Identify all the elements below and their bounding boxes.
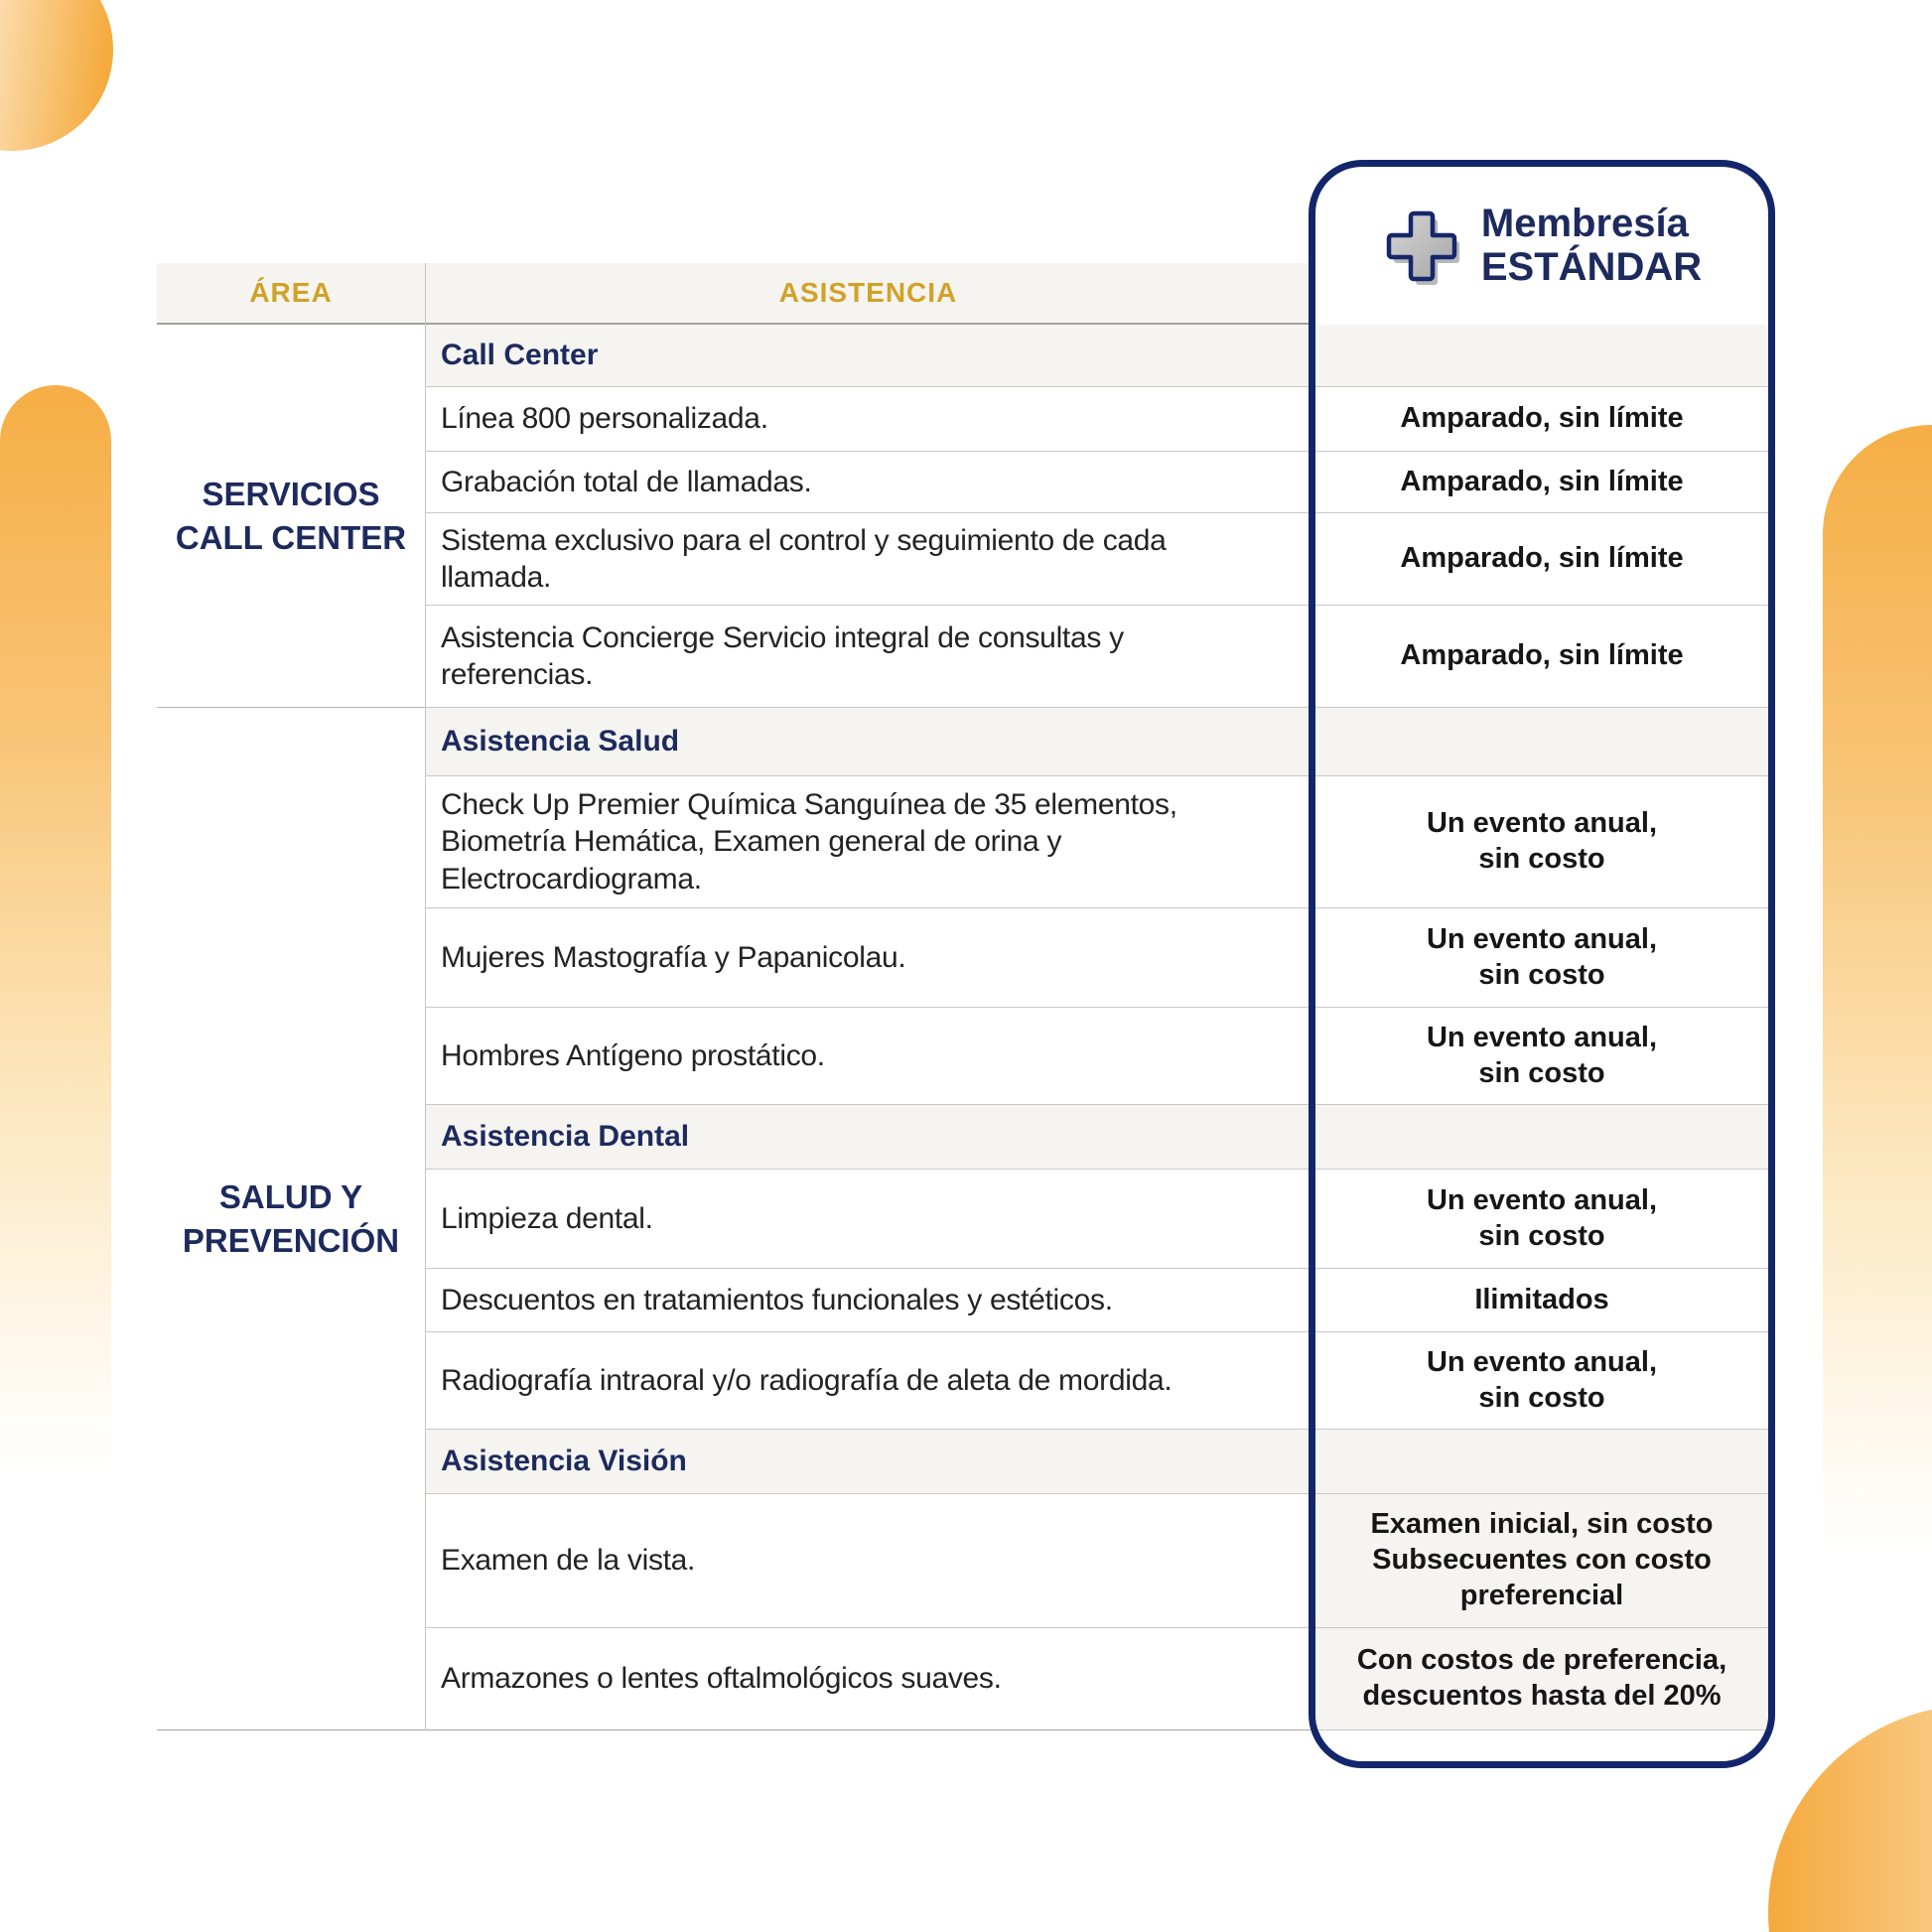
- benefit-value-cell: [1315, 387, 1768, 452]
- assistance-text: Hombres Antígeno prostático.: [441, 1038, 825, 1072]
- table-row: [426, 1628, 1311, 1730]
- benefit-value-line: sin costo: [1478, 843, 1605, 875]
- benefit-value-cell: [1315, 452, 1768, 513]
- benefit-value-line: sin costo: [1478, 958, 1605, 991]
- membership-logo: [1315, 167, 1768, 325]
- table-row: [426, 1008, 1311, 1105]
- table-row: [426, 908, 1311, 1008]
- table-row: [426, 1494, 1311, 1628]
- decorative-circle-bottom-right: [1768, 1705, 1932, 1932]
- benefit-value-cell: [1315, 708, 1768, 776]
- area-column: [157, 263, 426, 1730]
- decorative-capsule-right: [1823, 425, 1932, 1557]
- assistance-text: Limpieza dental.: [441, 1201, 653, 1235]
- benefit-value-line: Amparado, sin límite: [1400, 542, 1684, 575]
- benefit-value-cell: [1315, 513, 1768, 606]
- table-row: [426, 387, 1311, 452]
- area-group-servicios-call-center: [157, 325, 425, 708]
- section-row: [426, 1430, 1311, 1494]
- assistance-text: Radiografía intraoral y/o radiografía de aleta de mordida.: [441, 1363, 1173, 1397]
- area-group-salud-prevencion: [157, 708, 425, 1730]
- assistance-text: Armazones o lentes oftalmológicos suaves.: [441, 1662, 1002, 1696]
- asistencia-header-cell: [426, 263, 1311, 325]
- table-row: [426, 776, 1311, 908]
- benefit-value-cell: [1315, 606, 1768, 708]
- benefit-value-line: Amparado, sin límite: [1400, 402, 1684, 435]
- assistance-text: Check Up Premier Química Sanguínea de 35 elementos, Biometría Hemática, Examen general de orina y Electrocardiograma.: [441, 787, 1177, 896]
- assistance-text: Descuentos en tratamientos funcionales y estéticos.: [441, 1283, 1113, 1316]
- assistance-text: Línea 800 personalizada.: [441, 402, 768, 436]
- benefit-value-cell: [1315, 1494, 1768, 1628]
- asistencia-rows: [426, 325, 1311, 1730]
- asistencia-column: [426, 263, 1311, 1730]
- area-group-label: SERVICIOS CALL CENTER: [175, 475, 407, 556]
- benefit-value-cell: [1315, 1628, 1768, 1730]
- table-row: [426, 1269, 1311, 1332]
- benefit-value-line: Un evento anual,: [1426, 922, 1658, 955]
- decorative-capsule-left: [0, 385, 111, 1477]
- decorative-circle-top-left: [0, 0, 113, 151]
- table-row: [426, 1170, 1311, 1269]
- section-row: [426, 325, 1311, 387]
- benefit-value-line: Un evento anual,: [1426, 1021, 1658, 1053]
- membership-title-line1: Membresía: [1480, 202, 1689, 246]
- assistance-text: Sistema exclusivo para el control y seguimiento de cada llamada.: [441, 523, 1167, 594]
- benefit-value-cell: [1315, 1269, 1768, 1332]
- benefit-value-line: descuentos hasta del 20%: [1362, 1680, 1722, 1712]
- area-header-label: ÁREA: [249, 277, 333, 308]
- table-row: [426, 606, 1311, 708]
- benefit-value-line: Ilimitados: [1474, 1283, 1609, 1315]
- membership-value-rows: [1315, 325, 1768, 1730]
- table-row: [426, 452, 1311, 513]
- area-group-label: SALUD Y PREVENCIÓN: [182, 1177, 400, 1259]
- benefit-value-line: sin costo: [1478, 1381, 1605, 1414]
- assistance-text: Asistencia Concierge Servicio integral de consultas y referencias.: [441, 621, 1124, 691]
- membership-standard-card: [1309, 160, 1775, 1768]
- benefit-value-line: Examen inicial, sin costo: [1370, 1508, 1714, 1541]
- benefit-value-cell: [1315, 1008, 1768, 1105]
- membership-title: [1481, 203, 1702, 288]
- benefit-value-line: sin costo: [1478, 1219, 1605, 1252]
- assistance-text: Examen de la vista.: [441, 1544, 696, 1578]
- section-row: [426, 1105, 1311, 1170]
- section-label: Asistencia Visión: [441, 1445, 687, 1478]
- table-row: [426, 1332, 1311, 1430]
- asistencia-header-label: ASISTENCIA: [778, 277, 958, 308]
- benefit-value-cell: [1315, 908, 1768, 1008]
- benefit-value-cell: [1315, 776, 1768, 908]
- section-label: Asistencia Dental: [441, 1120, 690, 1154]
- section-row: [426, 708, 1311, 776]
- benefit-value-cell: [1315, 1332, 1768, 1430]
- benefit-value-line: Amparado, sin límite: [1400, 639, 1684, 672]
- table-row: [426, 513, 1311, 606]
- benefit-value-line: sin costo: [1478, 1056, 1605, 1089]
- area-header-cell: [157, 263, 425, 325]
- section-label: Asistencia Salud: [441, 725, 680, 759]
- benefit-value-line: Subsecuentes con costo: [1372, 1544, 1712, 1577]
- benefit-value-line: Amparado, sin límite: [1400, 465, 1684, 497]
- benefit-value-cell: [1315, 1430, 1768, 1494]
- benefit-value-cell: [1315, 1170, 1768, 1269]
- benefit-value-cell: [1315, 1105, 1768, 1170]
- plus-icon: [1382, 206, 1461, 287]
- benefit-value-line: Un evento anual,: [1426, 1183, 1658, 1216]
- benefit-value-line: preferencial: [1459, 1579, 1624, 1611]
- benefit-value-line: Un evento anual,: [1426, 1345, 1658, 1378]
- benefit-value-cell: [1315, 325, 1768, 387]
- benefit-value-line: Un evento anual,: [1426, 807, 1658, 840]
- assistance-text: Mujeres Mastografía y Papanicolau.: [441, 940, 906, 974]
- benefit-value-line: Con costos de preferencia,: [1356, 1644, 1727, 1677]
- assistance-text: Grabación total de llamadas.: [441, 465, 812, 498]
- membership-title-line2: ESTÁNDAR: [1480, 244, 1703, 289]
- section-label: Call Center: [441, 339, 599, 372]
